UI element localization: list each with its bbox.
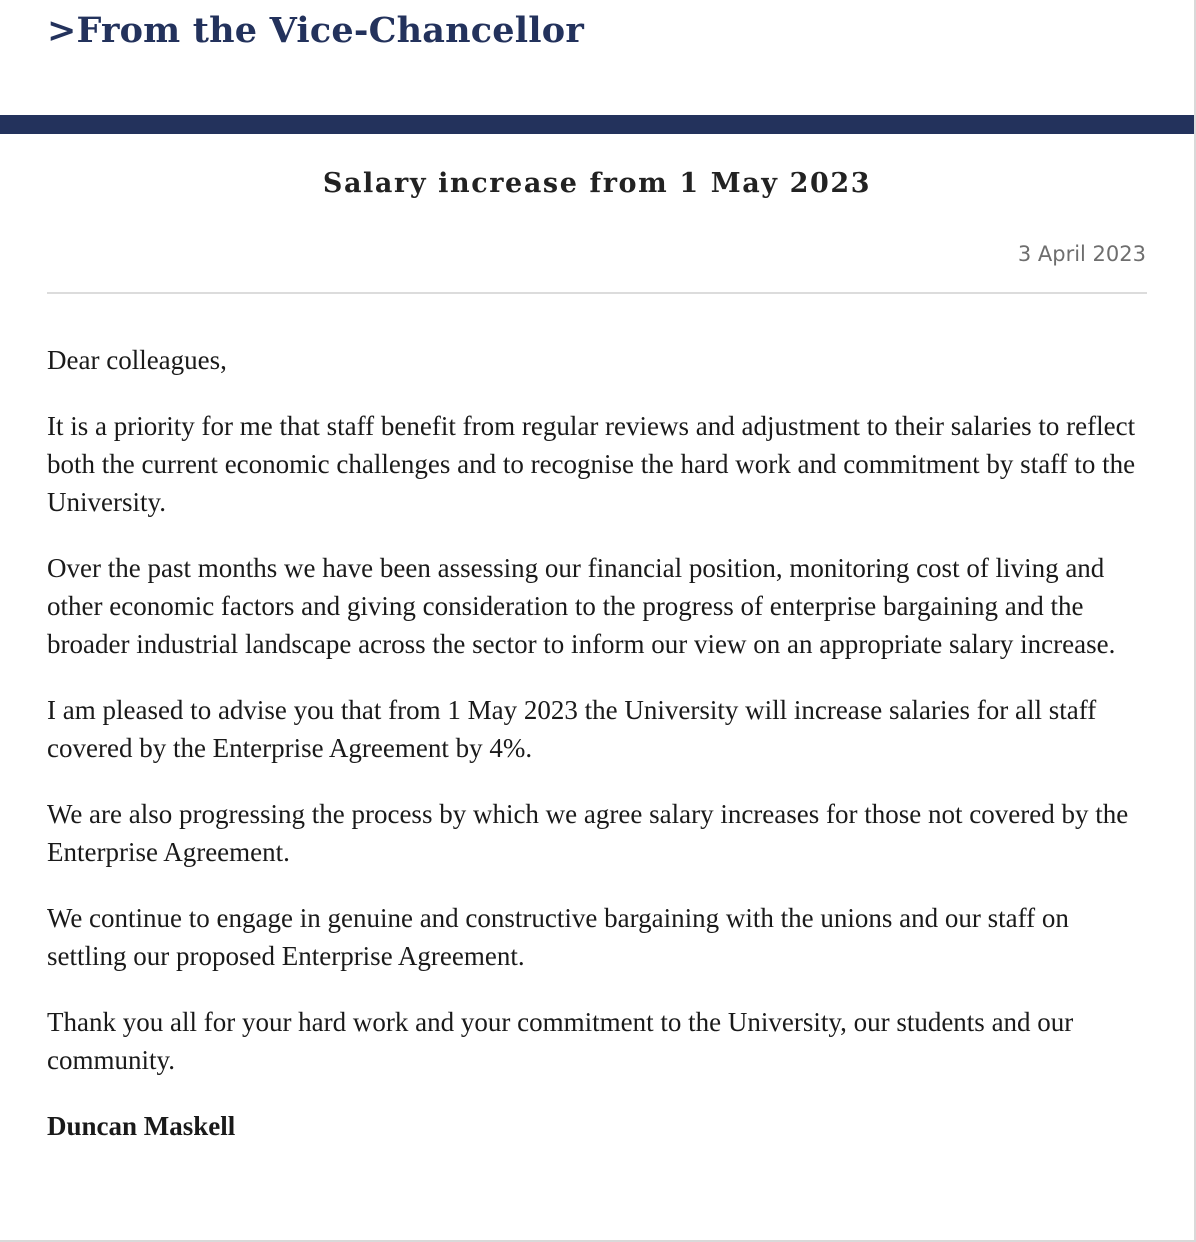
email-subject: Salary increase from 1 May 2023	[322, 168, 872, 199]
header-divider-bar	[0, 115, 1194, 134]
body-paragraph: I am pleased to advise you that from 1 May 2023 the University will increase salaries for all staff covered by the Enterprise Agreement by 4%.	[47, 695, 1097, 763]
date-divider	[47, 292, 1147, 294]
signature: Duncan Maskell	[47, 1111, 236, 1141]
masthead-title: >From the Vice-Chancellor	[47, 10, 584, 51]
greeting: Dear colleagues,	[47, 345, 227, 375]
email-date: 3 April 2023	[1017, 242, 1146, 266]
email-body	[47, 341, 1147, 1173]
body-paragraph: Over the past months we have been assessing our financial position, monitoring cost of living and other economic factors and giving consideration to the progress of enterprise bargaining and the broader industrial landscape across the sector to inform our view on an appropriate salary increase.	[47, 553, 1116, 659]
body-paragraph: We continue to engage in genuine and constructive bargaining with the unions and our staff on settling our proposed Enterprise Agreement.	[47, 903, 1069, 971]
body-paragraph: Thank you all for your hard work and your commitment to the University, our students and our community.	[47, 1007, 1074, 1075]
body-paragraph: It is a priority for me that staff benefit from regular reviews and adjustment to their salaries to reflect both the current economic challenges and to recognise the hard work and commitment by staff to the University.	[47, 411, 1136, 517]
body-paragraph: We are also progressing the process by which we agree salary increases for those not covered by the Enterprise Agreement.	[47, 799, 1129, 867]
